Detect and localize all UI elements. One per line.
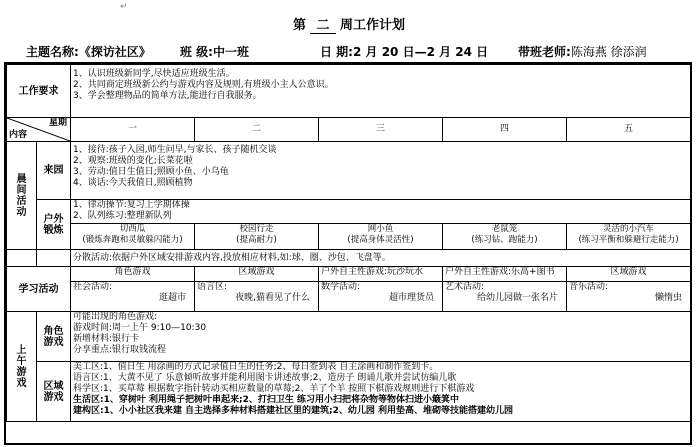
outdoor-game	[195, 224, 319, 250]
study-activity: 角色游戏	[71, 267, 195, 282]
arrival-item: 3、劳动:值日生值日;照顾小鱼、小乌龟	[73, 167, 229, 177]
area-game-row	[7, 362, 691, 422]
class-field	[180, 43, 249, 60]
arrival-item: 2、观察:班级的变化;长菜花啦	[73, 156, 193, 166]
goal-item: 1、认识班级新同学,尽快适应班级生活。	[73, 69, 235, 79]
outdoor-warmup	[71, 200, 691, 224]
study-detail-title: 社会活动:	[73, 282, 113, 292]
study-label: 学习活动	[7, 267, 71, 312]
date-value: 2 月 20 日—2 月 24 日	[352, 45, 489, 59]
goals-row	[7, 65, 691, 118]
study-activity: 区域游戏	[567, 267, 691, 282]
arrival-item: 4、谈话:今天我值日,照顾植物	[73, 178, 193, 188]
study-row-2	[7, 282, 691, 312]
content-label: 内容	[9, 130, 28, 140]
study-detail	[71, 282, 195, 312]
study-detail-name: 逛超市	[158, 293, 186, 303]
arrival-row	[7, 142, 691, 200]
date-label: 日 期:	[320, 45, 353, 59]
day-wednesday: 三	[319, 118, 443, 142]
role-item: 分享重点:银行取钱流程	[73, 345, 167, 355]
goals-label: 工作要求	[7, 65, 71, 118]
study-detail	[195, 282, 319, 312]
role-item: 新增材料:银行卡	[73, 334, 140, 344]
weekday-row	[7, 118, 691, 142]
area-item: 语言区:1、大黄不见了 乐意倾听故事并能利用图卡讲述故事;2、造房子 朗诵儿歌并尝试仿编儿歌	[73, 373, 457, 383]
area-game-content	[71, 362, 691, 422]
day-tuesday: 二	[195, 118, 319, 142]
date-field	[320, 43, 488, 60]
plan-table	[6, 64, 691, 422]
outdoor-game	[443, 224, 567, 250]
role-game-content	[71, 312, 691, 362]
study-detail-name: 超市理货员	[388, 293, 434, 303]
week-number: 二	[310, 14, 335, 34]
role-game-label: 角色游戏	[37, 312, 71, 362]
area-item: 生活区:1、穿树叶 利用绳子把树叶串起来;2、打扫卫生 练习用小扫把将杂物等物体扫进小簸箕中	[73, 395, 459, 405]
class-label: 班 级:	[180, 45, 213, 59]
study-detail	[443, 282, 567, 312]
scatter-row	[7, 250, 691, 267]
outdoor-game	[71, 224, 195, 250]
study-detail-title: 语言区:	[197, 282, 228, 292]
game-note: (提高身体灵活性)	[347, 235, 414, 245]
outdoor-warmup-row	[7, 200, 691, 224]
day-monday: 一	[71, 118, 195, 142]
game-name: 切西瓜	[119, 224, 146, 234]
area-game-label: 区域游戏	[37, 362, 71, 422]
teacher-label: 带班老师:	[518, 45, 571, 59]
game-note: (提高耐力)	[236, 235, 277, 245]
study-detail-title: 数学活动:	[321, 282, 361, 292]
warmup-item: 2、队列练习:整理新队列	[73, 211, 172, 221]
study-detail	[567, 282, 691, 312]
goal-item: 2、共同商定班级新公约与游戏内容及规则,有班级小主人公意识。	[73, 80, 334, 90]
forenoon-label: 上午游戏	[7, 312, 37, 422]
theme-value: 《探访社区》	[78, 45, 151, 59]
page-title	[0, 14, 698, 34]
arrival-item: 1、接待:孩子入园,师生问早,与家长、孩子随机交谈	[73, 145, 277, 155]
game-note: (练习平衡和躲避行走能力)	[578, 235, 679, 245]
outdoor-label: 户外锻炼	[37, 200, 71, 250]
study-detail-title: 音乐活动:	[569, 282, 609, 292]
area-item: 建构区:1、小小社区我来建 自主选择多种材料搭建社区里的建筑;2、幼儿园 利用垫高、堆砌等技能搭建幼儿园	[73, 406, 513, 416]
study-activity: 户外自主性游戏:玩沙玩水	[319, 267, 443, 282]
role-item: 可能出现的角色游戏:	[73, 312, 158, 322]
outdoor-game	[319, 224, 443, 250]
study-detail-title: 艺术活动:	[445, 282, 485, 292]
teacher-value: 陈海燕 徐添润	[570, 45, 647, 59]
goal-item: 3、学会整理物品的简单方法,能进行自我服务。	[73, 91, 262, 101]
game-name: 老鼠笼	[491, 224, 518, 234]
teacher-field	[518, 43, 647, 60]
goals-content	[71, 65, 691, 118]
weekday-corner	[7, 118, 71, 142]
morning-label: 晨间活动	[7, 142, 37, 250]
title-suffix: 周工作计划	[340, 18, 406, 33]
paragraph-mark: ↵	[120, 2, 128, 12]
study-row-1	[7, 267, 691, 282]
arrival-label: 来园	[37, 142, 71, 200]
outdoor-game	[567, 224, 691, 250]
title-prefix: 第	[292, 18, 306, 33]
plan-table-frame	[4, 62, 692, 445]
weekday-label: 星期	[48, 118, 67, 128]
class-value: 中一班	[212, 45, 249, 59]
game-name: 灵活的小汽车	[603, 224, 655, 234]
game-note: (练习钻、跑能力)	[471, 235, 538, 245]
study-detail-name: 给幼儿园做一张名片	[476, 293, 558, 303]
study-activity: 户外自主性游戏:乐高+图书	[443, 267, 567, 282]
game-note: (锻炼奔跑和灵敏躲闪能力)	[82, 235, 183, 245]
theme-field	[26, 43, 151, 60]
role-item: 游戏时间:周一上午 9:10—10:30	[73, 323, 207, 333]
area-item: 美工区:1、值日生 用涂画的方式记录值日生的任务;2、每日签到表 自主涂画和制作签到卡。	[73, 362, 439, 372]
arrival-content	[71, 142, 691, 200]
area-item: 科学区:1、买草莓 根据数字指针转动买相应数量的草莓;2、羊了个羊 按照下棋游戏规则进行下棋游戏	[73, 384, 475, 394]
study-detail	[319, 282, 443, 312]
game-name: 校园行走	[239, 224, 274, 234]
scatter-activity: 分散活动:依据户外区域安排游戏内容,投放相应材料,如:球、圈、沙包、飞盘等。	[71, 250, 691, 267]
outdoor-games-row	[7, 224, 691, 250]
study-detail-name: 夜晚,猫看见了什么	[235, 293, 310, 303]
study-activity: 区域游戏	[195, 267, 319, 282]
theme-label: 主题名称:	[26, 45, 79, 59]
day-thursday: 四	[443, 118, 567, 142]
day-friday: 五	[567, 118, 691, 142]
game-name: 网小鱼	[367, 224, 394, 234]
study-detail-name: 懒惰虫	[655, 293, 683, 303]
warmup-item: 1、律动操节:复习上学期体操	[73, 200, 190, 210]
role-game-row	[7, 312, 691, 362]
